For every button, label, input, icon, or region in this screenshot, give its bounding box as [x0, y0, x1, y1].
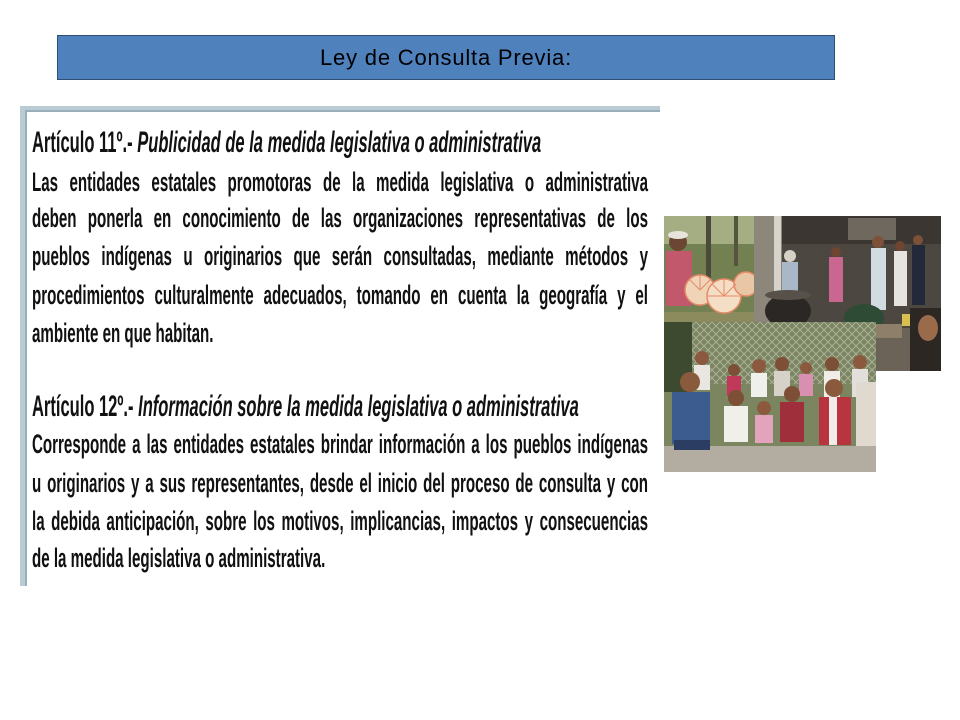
article-11-title: Publicidad de la medida legislativa o administrativa [137, 126, 542, 159]
article-11-text-line: procedimientos culturalmente adecuados, tomando en cuenta la geografía y el [32, 280, 648, 310]
article-12-heading [32, 388, 648, 426]
article-11-label: Artículo 11º.- [32, 126, 133, 159]
photo-group-portrait [664, 322, 876, 472]
photo-woman-with-fans-image [664, 216, 754, 324]
articles-text-block [20, 106, 660, 586]
article-11-text-line: Las entidades estatales promotoras de la medida legislativa o administrativa [32, 167, 648, 197]
article-11-text-line: ambiente en que habitan. [32, 318, 214, 348]
photo-group-portrait-image [664, 322, 876, 472]
article-11-text-line: deben ponerla en conocimiento de las organizaciones representativas de los [32, 203, 648, 233]
slide-title: Ley de Consulta Previa: [320, 44, 572, 70]
article-12-label: Artículo 12º.- [32, 390, 134, 423]
article-11-heading [32, 124, 648, 162]
article-12-text-line: u originarios y a sus representantes, desde el inicio del proceso de consulta y con [32, 468, 648, 498]
photo-woman-with-fans [664, 216, 754, 324]
article-12-title: Información sobre la medida legislativa o administrativa [138, 390, 579, 423]
title-bar [57, 35, 835, 80]
article-12-text-line: la debida anticipación, sobre los motivos, implicancias, impactos y consecuencias [32, 506, 648, 536]
article-12-text-line: de la medida legislativa o administrativa. [32, 543, 326, 573]
article-11-text-line: pueblos indígenas u originarios que serán consultadas, mediante métodos y [32, 241, 648, 271]
article-12-text-line: Corresponde a las entidades estatales brindar información a los pueblos indígenas [32, 429, 648, 459]
